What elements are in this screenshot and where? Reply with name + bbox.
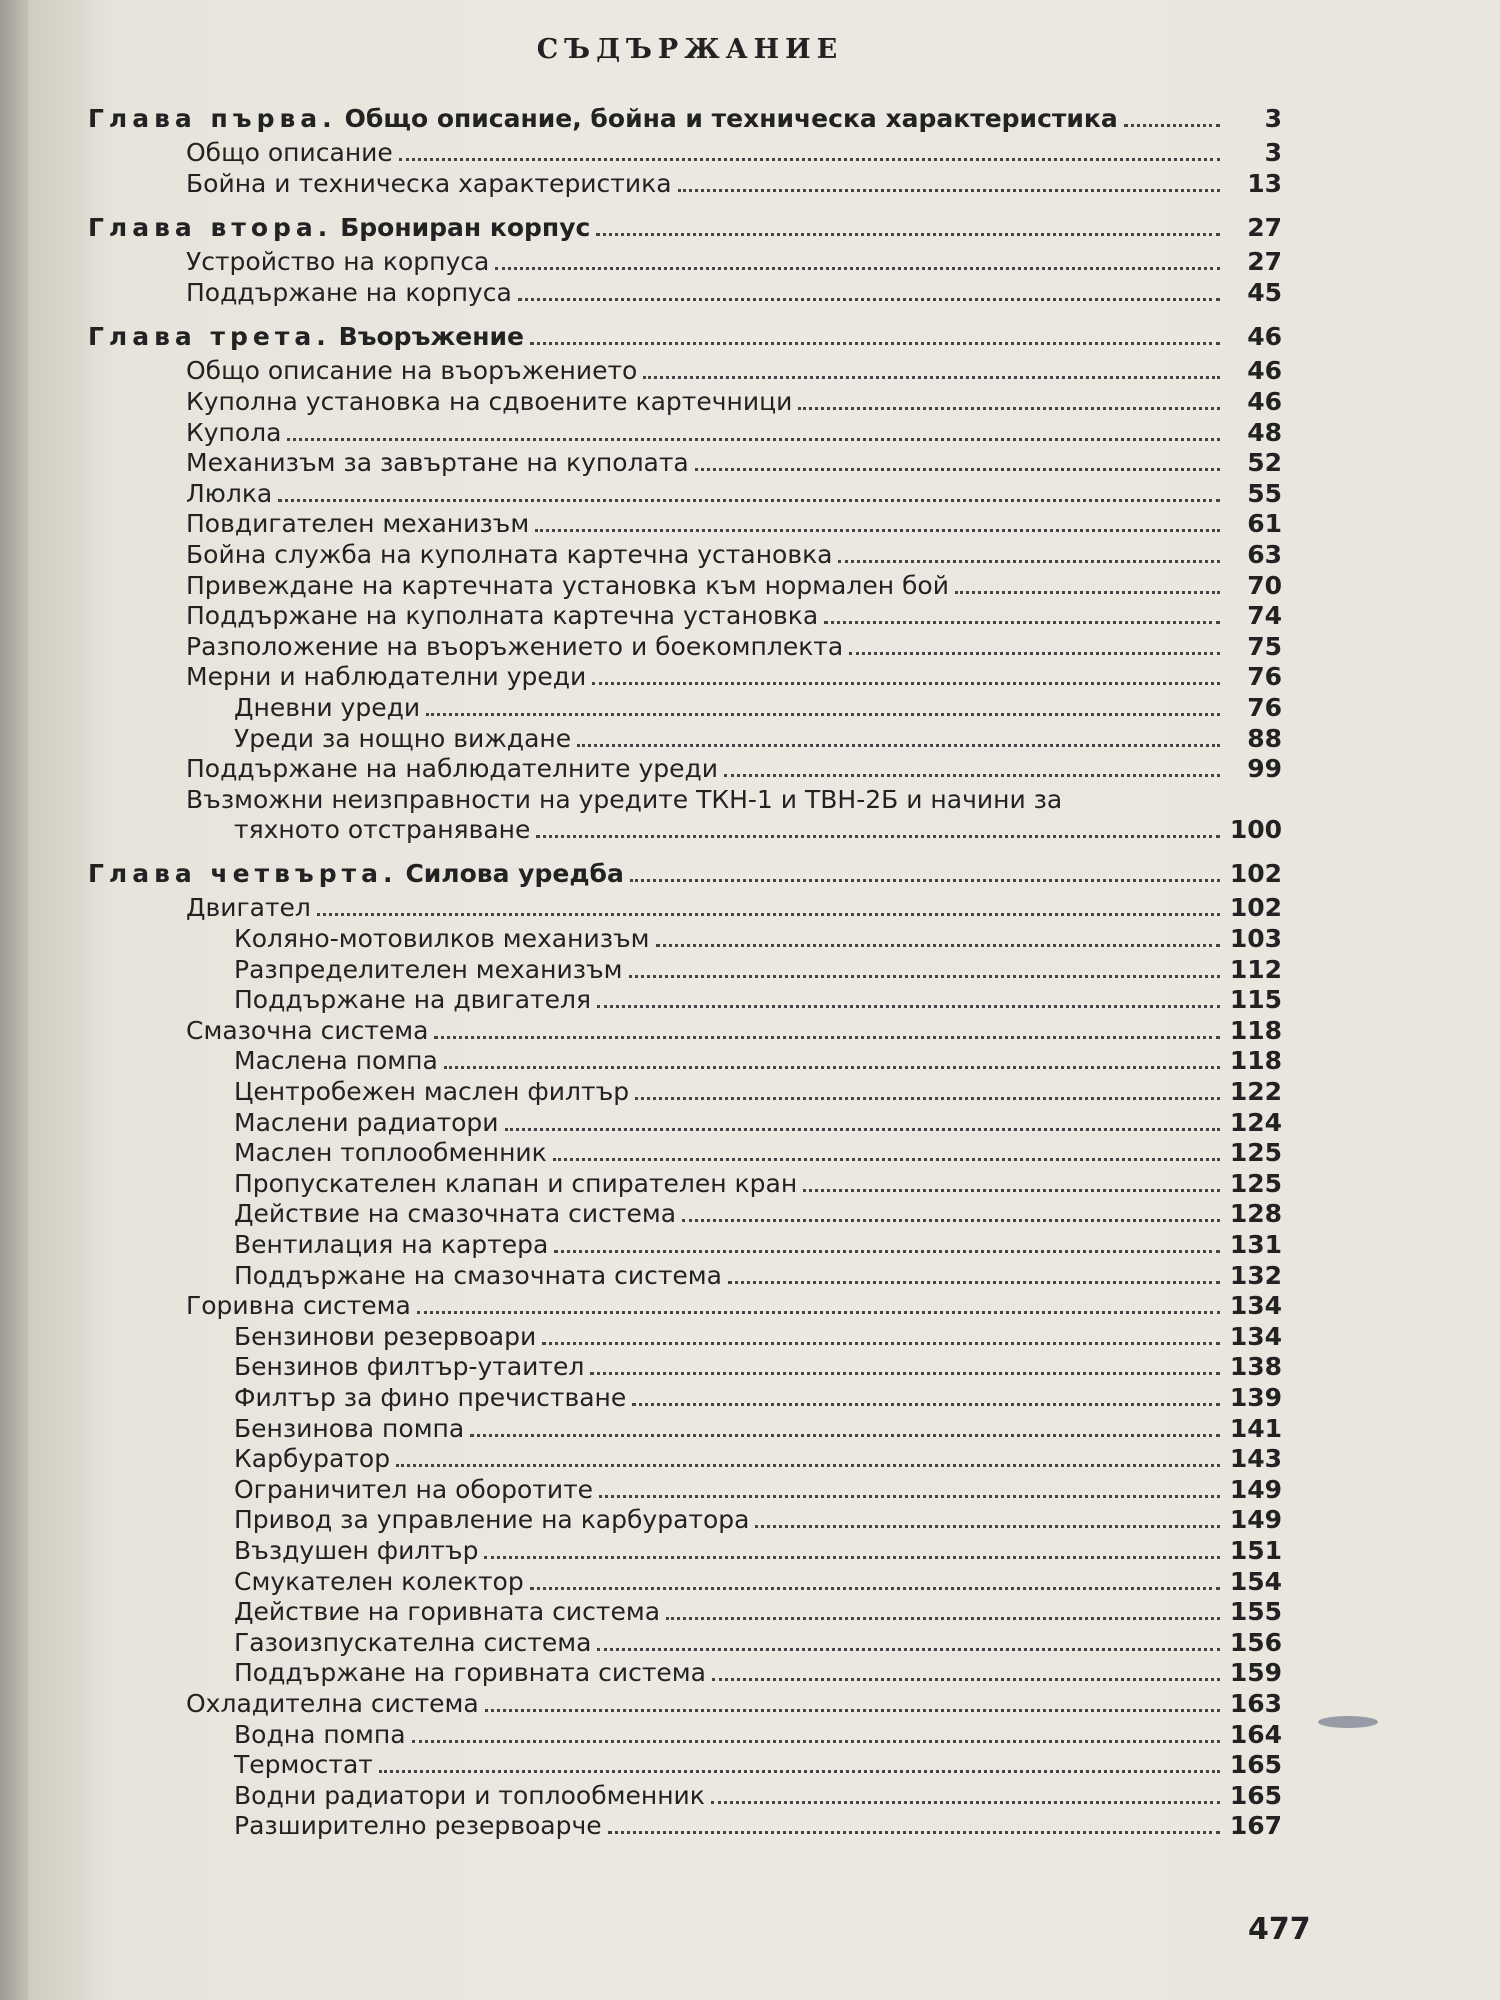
toc-entry-title: Общо описание на въоръжението	[186, 356, 638, 386]
toc-page-number: 115	[1229, 985, 1282, 1015]
toc-chapter-title: Въоръжение	[338, 322, 524, 352]
toc-page-number: 102	[1229, 859, 1282, 889]
dot-leader	[434, 1036, 1220, 1039]
toc-entry-title: Водна помпа	[234, 1719, 406, 1749]
toc-row	[186, 571, 1282, 601]
toc-row	[234, 924, 1282, 954]
toc-entry-title: Привеждане на картечната установка към нормален бой	[186, 570, 949, 600]
toc-row	[234, 1046, 1282, 1076]
dot-leader	[597, 1648, 1220, 1651]
dot-leader	[396, 1464, 1220, 1467]
dot-leader	[317, 913, 1220, 916]
toc-row	[186, 1016, 1282, 1046]
dot-leader	[596, 233, 1220, 236]
toc-entry-title: Разпределителен механизъм	[234, 954, 623, 984]
toc-page-number: 165	[1229, 1780, 1282, 1810]
dot-leader	[635, 1097, 1220, 1100]
toc-row	[234, 1536, 1282, 1566]
dot-leader	[412, 1740, 1220, 1743]
dot-leader	[518, 298, 1220, 301]
toc-entry-title: Газоизпускателна система	[234, 1627, 592, 1657]
toc-page-number: 125	[1229, 1168, 1282, 1198]
toc-entry-title: Пропускателен клапан и спирателен кран	[234, 1168, 798, 1198]
dot-leader	[666, 1617, 1220, 1620]
toc-entry-title: Поддържане на смазочната система	[234, 1260, 722, 1290]
toc-page-number: 48	[1247, 417, 1282, 447]
dot-leader	[542, 1342, 1220, 1345]
toc-entry-title: Поддържане на корпуса	[186, 277, 512, 307]
toc-page-number: 102	[1229, 893, 1282, 923]
toc-entry-title: Маслени радиатори	[234, 1107, 499, 1137]
toc-page-number: 131	[1229, 1230, 1282, 1259]
toc-chapter-row	[88, 859, 1282, 889]
toc-entry-title: Бойна служба на куполната картечна установка	[186, 540, 833, 569]
toc-entry-title: Привод за управление на карбуратора	[234, 1505, 750, 1535]
toc-row	[234, 1781, 1282, 1811]
toc-page-number: 103	[1229, 924, 1282, 953]
toc-row	[186, 138, 1282, 168]
toc-row	[234, 1322, 1282, 1352]
toc-page-number: 63	[1247, 540, 1282, 569]
dot-leader	[399, 158, 1220, 161]
toc-row	[234, 985, 1282, 1015]
toc-row	[234, 693, 1282, 723]
toc-chapter-title: Силова уредба	[405, 859, 624, 889]
toc-row	[234, 955, 1282, 985]
toc-page-number: 52	[1247, 448, 1282, 478]
dot-leader	[505, 1128, 1220, 1131]
dot-leader	[485, 1709, 1220, 1712]
toc-row	[186, 169, 1282, 199]
dot-leader	[955, 591, 1220, 594]
toc-chapter-row	[88, 322, 1282, 352]
toc-row	[186, 247, 1282, 277]
toc-row	[186, 278, 1282, 308]
toc-entry-title: Възможни неизправности на уредите ТКН-1 и ТВН-2Б и начини за	[186, 784, 1063, 814]
toc-page-number: 118	[1229, 1046, 1282, 1076]
toc-page-number: 164	[1229, 1719, 1282, 1749]
dot-leader	[470, 1434, 1220, 1437]
toc-entry-title: Маслен топлообменник	[234, 1138, 547, 1168]
toc-page-number: 88	[1247, 723, 1282, 753]
toc-row	[234, 1077, 1282, 1107]
dot-leader	[577, 744, 1220, 747]
toc-page-number: 46	[1247, 322, 1282, 352]
toc-page-number: 134	[1229, 1291, 1282, 1321]
toc-row	[186, 540, 1282, 570]
toc-entry-title: Маслена помпа	[234, 1046, 438, 1076]
dot-leader	[553, 1158, 1220, 1161]
toc-page-number: 159	[1229, 1658, 1282, 1688]
ink-stain	[1318, 1716, 1378, 1728]
toc-entry-title: Разширително резервоарче	[234, 1811, 602, 1841]
toc-entry-title: Повдигателен механизъм	[186, 509, 530, 539]
toc-page-number: 76	[1247, 662, 1282, 692]
toc-row	[234, 1383, 1282, 1413]
toc-row	[234, 1138, 1282, 1168]
toc-row	[234, 1444, 1282, 1474]
toc-page-number: 100	[1229, 814, 1282, 844]
toc-entry-title: Купола	[186, 417, 282, 447]
spacer	[331, 322, 339, 352]
toc-entry-title: Центробежен маслен филтър	[234, 1077, 630, 1106]
dot-leader	[536, 835, 1220, 838]
toc-row	[234, 1750, 1282, 1780]
toc-chapter-title: Общо описание, бойна и техническа характеристика	[344, 104, 1118, 133]
toc-entry-title: Мерни и наблюдателни уреди	[186, 662, 587, 692]
toc-entry-title: Разположение на въоръжението и боекомплекта	[186, 631, 844, 661]
toc-entry-title: Действие на горивната система	[234, 1597, 661, 1627]
toc-page-number: 70	[1247, 570, 1282, 600]
toc-row	[186, 785, 1282, 815]
dot-leader	[535, 529, 1220, 532]
toc-page-number: 134	[1229, 1321, 1282, 1351]
toc-row	[186, 387, 1282, 417]
dot-leader	[712, 1678, 1220, 1681]
toc-row	[186, 662, 1282, 692]
toc-row	[234, 1658, 1282, 1688]
toc-row	[186, 1291, 1282, 1321]
toc-entry-title: Филтър за фино пречистване	[234, 1383, 627, 1412]
toc-row	[234, 815, 1282, 845]
toc-entry-title: Водни радиатори и топлообменник	[234, 1780, 705, 1810]
toc-row	[186, 448, 1282, 478]
toc-row	[234, 1108, 1282, 1138]
dot-leader	[629, 975, 1220, 978]
toc-entry-title: Бойна и техническа характеристика	[186, 168, 672, 198]
dot-leader	[632, 1403, 1220, 1406]
toc-page-number: 149	[1229, 1474, 1282, 1504]
toc-page-number: 132	[1229, 1260, 1282, 1290]
toc-entry-title: Механизъм за завъртане на куполата	[186, 448, 689, 478]
dot-leader	[630, 879, 1220, 882]
toc-row	[186, 754, 1282, 784]
dot-leader	[695, 468, 1220, 471]
toc-entry-title: Устройство на корпуса	[186, 247, 490, 277]
dot-leader	[597, 1005, 1220, 1008]
dot-leader	[711, 1801, 1220, 1804]
toc-entry-title: Горивна система	[186, 1291, 411, 1321]
toc-row	[234, 1597, 1282, 1627]
toc-page-number: 112	[1229, 954, 1282, 984]
toc-page-number: 46	[1247, 356, 1282, 386]
toc-chapter-title: Брониран корпус	[340, 213, 591, 243]
toc-row	[234, 724, 1282, 754]
dot-leader	[608, 1831, 1220, 1834]
dot-leader	[592, 682, 1220, 685]
toc-entry-title: Вентилация на картера	[234, 1230, 549, 1259]
toc-row	[234, 1199, 1282, 1229]
toc-page-number: 74	[1247, 601, 1282, 631]
toc-page-number: 128	[1229, 1199, 1282, 1229]
dot-leader	[643, 376, 1220, 379]
page-number: 477	[1248, 1912, 1311, 1947]
toc-chapter-prefix: Глава втора.	[88, 213, 333, 243]
toc-entry-title: Уреди за нощно виждане	[234, 723, 572, 753]
dot-leader	[287, 438, 1220, 441]
toc-entry-title: Люлка	[186, 478, 273, 508]
toc-chapter-row	[88, 104, 1282, 134]
toc-chapter-prefix: Глава четвърта.	[88, 859, 398, 889]
toc-row	[186, 418, 1282, 448]
toc-entry-title: Бензинови резервоари	[234, 1321, 537, 1351]
toc-page-number: 27	[1247, 247, 1282, 277]
dot-leader	[1124, 124, 1220, 127]
dot-leader	[590, 1372, 1220, 1375]
toc-entry-title: Поддържане на двигателя	[234, 985, 592, 1015]
toc-page-number: 149	[1229, 1505, 1282, 1535]
toc-entry-title: Поддържане на куполната картечна установка	[186, 601, 819, 631]
dot-leader	[803, 1189, 1220, 1192]
toc-page-number: 125	[1229, 1138, 1282, 1168]
toc-page-number: 118	[1229, 1015, 1282, 1045]
toc-entry-title: Термостат	[234, 1750, 373, 1780]
toc-page-number: 76	[1247, 693, 1282, 722]
toc-row	[186, 1689, 1282, 1719]
dot-leader	[678, 189, 1220, 192]
dot-leader	[682, 1219, 1220, 1222]
toc-entry-title-continued: тяхното отстраняване	[234, 814, 531, 844]
toc-entry-title: Охладителна система	[186, 1689, 479, 1718]
toc-row	[234, 1230, 1282, 1260]
toc-chapter-prefix: Глава първа.	[88, 104, 337, 133]
toc-page-number: 165	[1229, 1750, 1282, 1780]
toc-entry-title: Въздушен филтър	[234, 1536, 479, 1565]
toc-page-number: 61	[1247, 509, 1282, 539]
toc-entry-title: Карбуратор	[234, 1444, 391, 1474]
toc-page-number: 139	[1229, 1383, 1282, 1412]
dot-leader	[599, 1495, 1220, 1498]
spacer	[337, 104, 345, 134]
toc-chapter-prefix: Глава трета.	[88, 322, 331, 352]
toc-row	[234, 1628, 1282, 1658]
toc-entry-title: Смазочна система	[186, 1015, 429, 1045]
toc-page-number: 13	[1247, 168, 1282, 198]
toc-row	[234, 1505, 1282, 1535]
toc-row	[234, 1811, 1282, 1841]
toc-entry-title: Ограничител на оборотите	[234, 1474, 594, 1504]
dot-leader	[495, 267, 1220, 270]
toc-page-number: 151	[1229, 1536, 1282, 1565]
toc-entry-title: Коляно-мотовилков механизъм	[234, 924, 650, 953]
toc-row	[234, 1261, 1282, 1291]
toc-page-number: 45	[1247, 277, 1282, 307]
toc-entry-title: Бензинова помпа	[234, 1413, 465, 1443]
toc-row	[186, 479, 1282, 509]
toc-row	[234, 1720, 1282, 1750]
page-title: СЪДЪРЖАНИЕ	[536, 34, 844, 65]
toc-row	[234, 1352, 1282, 1382]
toc-page-number: 124	[1229, 1107, 1282, 1137]
toc-page-number: 122	[1229, 1077, 1282, 1106]
dot-leader	[278, 499, 1220, 502]
dot-leader	[849, 652, 1220, 655]
toc-row	[234, 1414, 1282, 1444]
dot-leader	[444, 1066, 1220, 1069]
toc-row	[234, 1567, 1282, 1597]
dot-leader	[484, 1556, 1220, 1559]
toc-row	[234, 1169, 1282, 1199]
toc-row	[186, 356, 1282, 386]
toc-row	[186, 893, 1282, 923]
book-gutter	[0, 0, 28, 2000]
toc-entry-title: Общо описание	[186, 138, 393, 167]
toc-entry-title: Поддържане на наблюдателните уреди	[186, 754, 719, 784]
toc-page-number: 154	[1229, 1566, 1282, 1596]
dot-leader	[838, 560, 1220, 563]
toc-entry-title: Двигател	[186, 893, 311, 923]
toc-entry-title: Бензинов филтър-утаител	[234, 1352, 585, 1382]
dot-leader	[656, 944, 1220, 947]
toc-page-number: 46	[1247, 387, 1282, 416]
dot-leader	[426, 713, 1220, 716]
toc-row	[186, 601, 1282, 631]
toc-page-number: 167	[1229, 1811, 1282, 1841]
dot-leader	[755, 1525, 1220, 1528]
toc-page-number: 163	[1229, 1689, 1282, 1718]
toc-entry-title: Поддържане на горивната система	[234, 1658, 706, 1688]
toc-chapter-row	[88, 213, 1282, 243]
toc-page-number: 138	[1229, 1352, 1282, 1382]
toc-page-number: 75	[1247, 631, 1282, 661]
toc-page-number: 3	[1264, 104, 1282, 133]
dot-leader	[724, 774, 1220, 777]
toc-entry-title: Действие на смазочната система	[234, 1199, 677, 1229]
dot-leader	[728, 1281, 1220, 1284]
toc-row	[186, 632, 1282, 662]
dot-leader	[379, 1770, 1220, 1773]
toc-entry-title: Дневни уреди	[234, 693, 421, 722]
dot-leader	[530, 342, 1220, 345]
toc-page-number: 143	[1229, 1444, 1282, 1474]
dot-leader	[824, 621, 1220, 624]
toc-page-number: 55	[1247, 478, 1282, 508]
dot-leader	[417, 1311, 1220, 1314]
toc-page-number: 155	[1229, 1597, 1282, 1627]
toc-page-number: 141	[1229, 1413, 1282, 1443]
spacer	[397, 859, 405, 889]
dot-leader	[554, 1250, 1220, 1253]
toc-page-number: 156	[1229, 1627, 1282, 1657]
dot-leader	[530, 1587, 1220, 1590]
spacer	[332, 213, 340, 243]
toc-page-number: 27	[1247, 213, 1282, 243]
dot-leader	[798, 407, 1220, 410]
toc-entry-title: Куполна установка на сдвоените картечници	[186, 387, 793, 416]
toc-row	[234, 1475, 1282, 1505]
toc-page-number: 3	[1264, 138, 1282, 167]
toc-page-number: 99	[1247, 754, 1282, 784]
toc-entry-title: Смукателен колектор	[234, 1566, 524, 1596]
toc-row	[186, 509, 1282, 539]
